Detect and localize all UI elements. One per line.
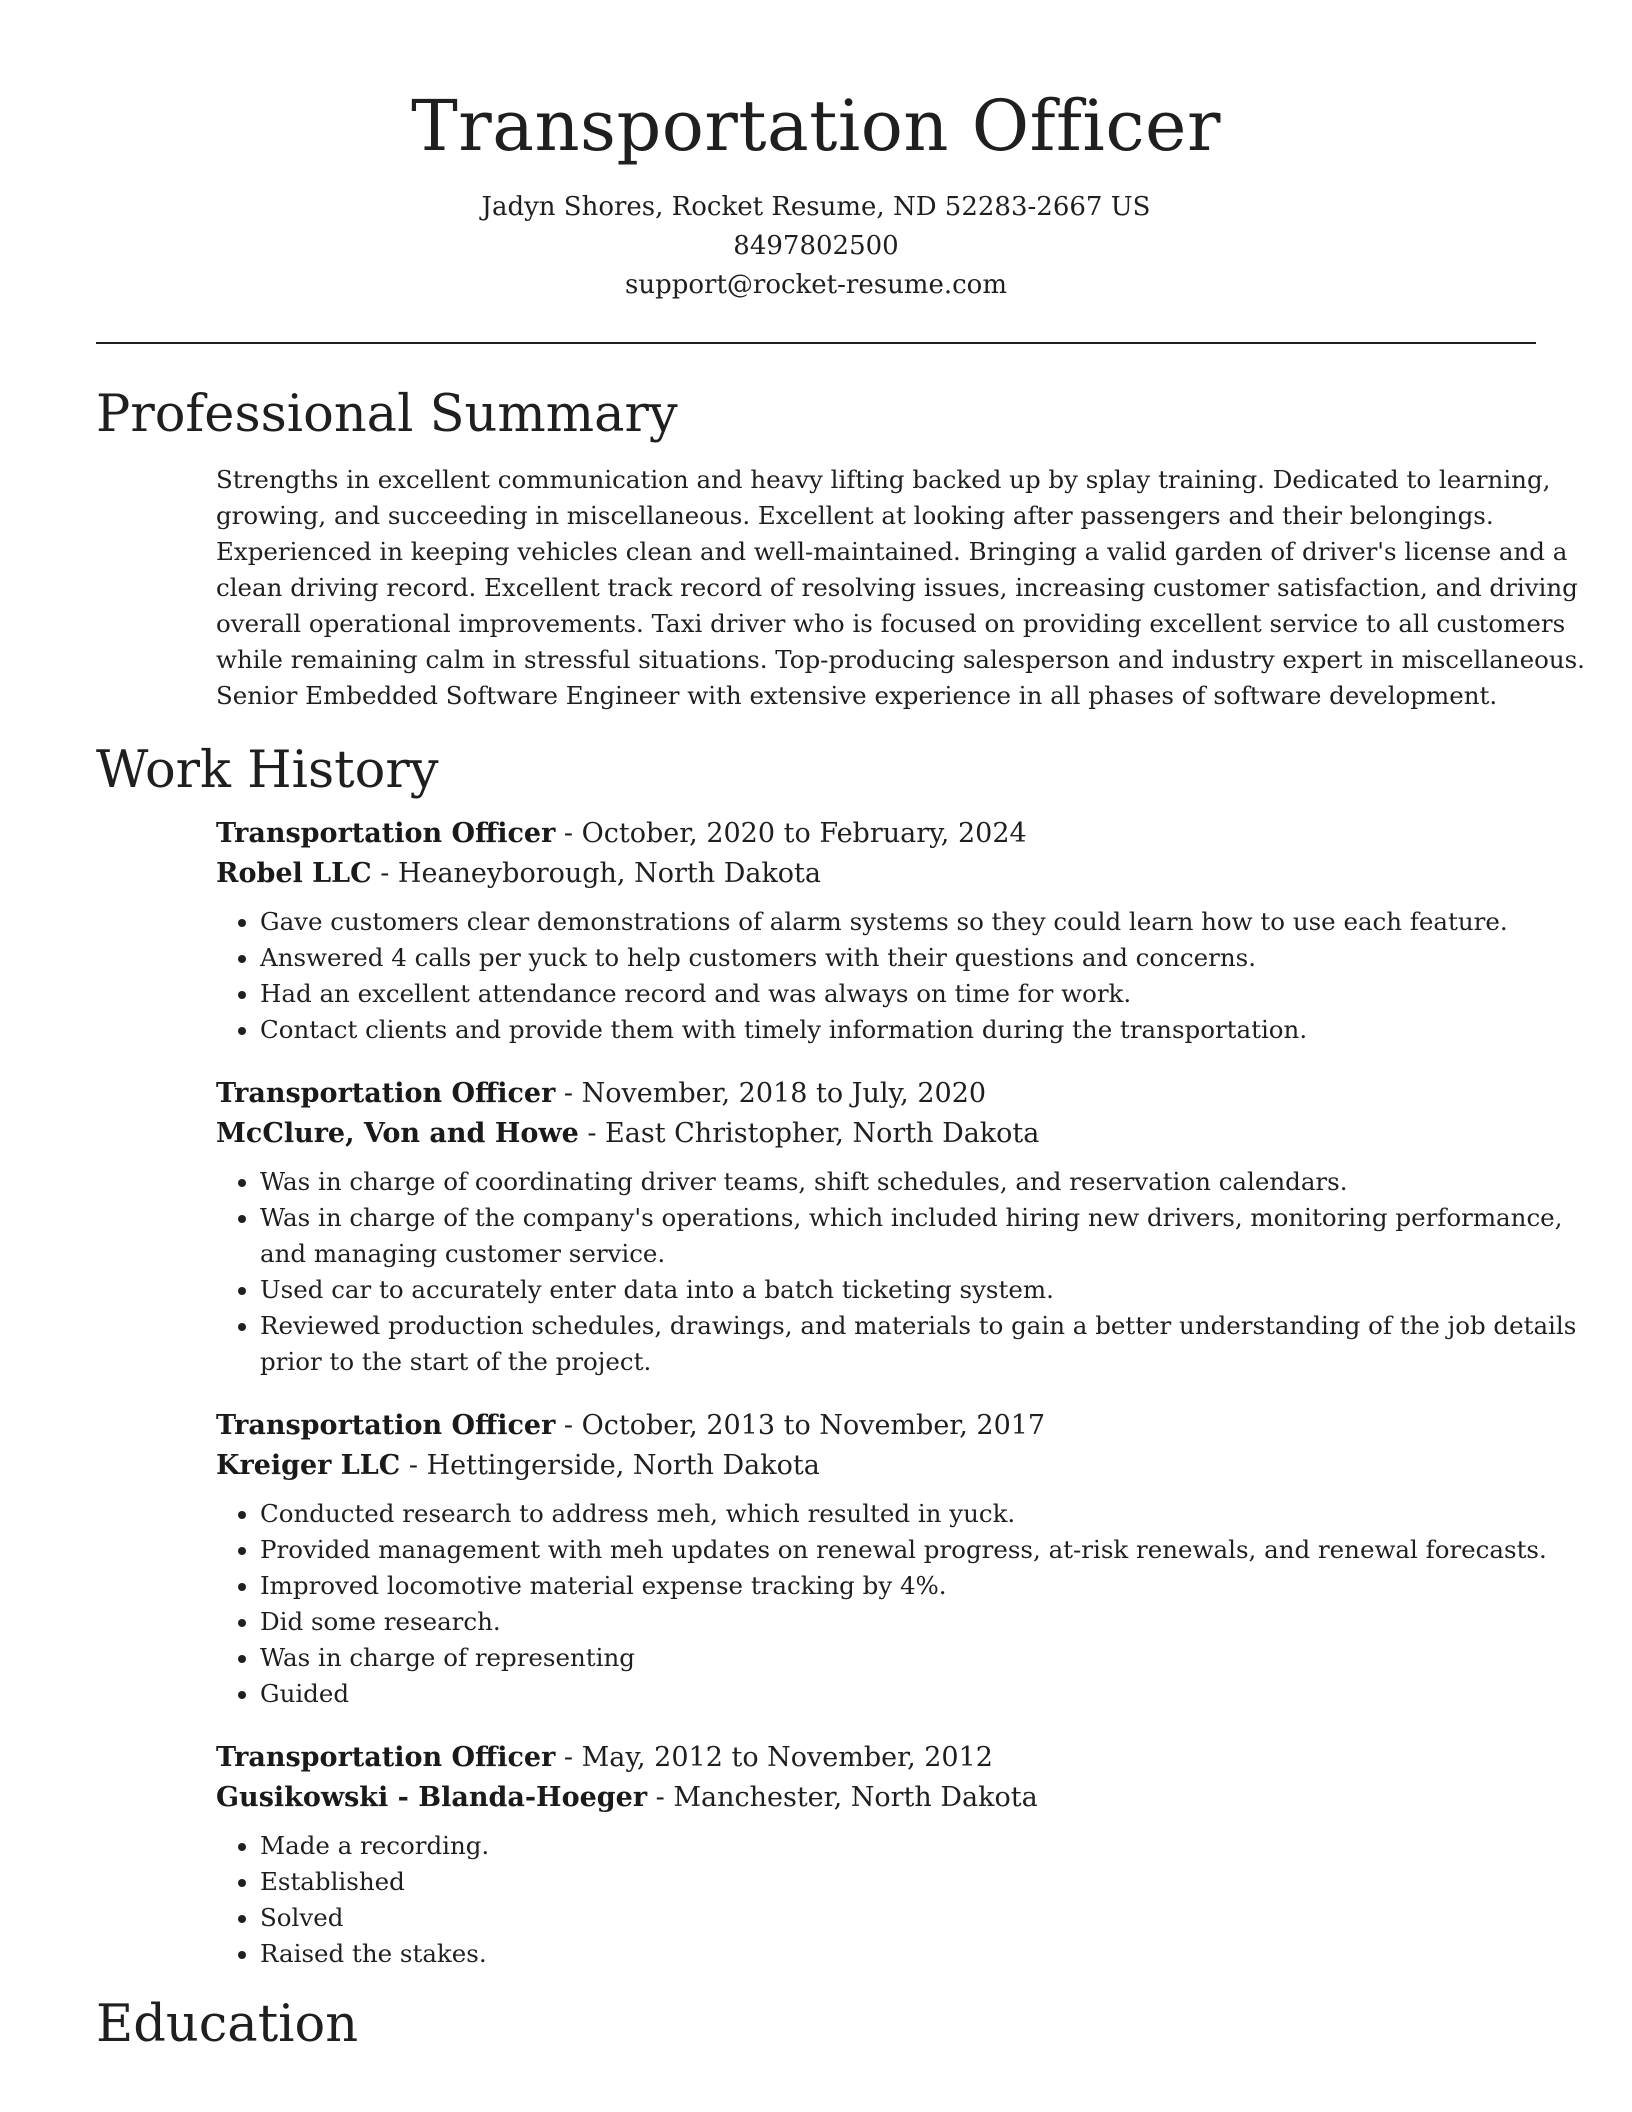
- company-location: - Heaneyborough, North Dakota: [371, 858, 822, 889]
- job-dates: - October, 2013 to November, 2017: [555, 1410, 1046, 1441]
- resume-header: [96, 76, 1536, 305]
- company-line: [216, 1446, 1612, 1486]
- job-title: Transportation Officer: [216, 818, 556, 849]
- job-title-line: [216, 1406, 1612, 1446]
- company-line: [216, 854, 1612, 894]
- resume-title: Transportation Officer: [411, 85, 1221, 167]
- job-bullet: • Provided management with meh updates on renewal progress, at-risk renewals, and renewal forecasts.: [260, 1532, 1612, 1568]
- education-heading: Education: [96, 1995, 359, 2054]
- job-entry: [216, 814, 1612, 1048]
- job-bullet: • Conducted research to address meh, which resulted in yuck.: [260, 1496, 1612, 1532]
- job-dates: - May, 2012 to November, 2012: [555, 1742, 993, 1773]
- resume-body: [96, 380, 1585, 2060]
- company-line: [216, 1114, 1612, 1154]
- job-bullet: • Gave customers clear demonstrations of alarm systems so they could learn how to use each feature.: [260, 904, 1612, 940]
- job-bullet: • Did some research.: [260, 1604, 1612, 1640]
- job-bullet: • Solved: [260, 1900, 1612, 1936]
- job-bullet: • Was in charge of the company's operations, which included hiring new drivers, monitoring performance, and managing customer service.: [260, 1200, 1612, 1272]
- job-title: Transportation Officer: [216, 1410, 556, 1441]
- job-bullet: • Guided: [260, 1676, 1612, 1712]
- job-bullet: • Contact clients and provide them with timely information during the transportation.: [260, 1012, 1612, 1048]
- job-title-line: [216, 1738, 1612, 1778]
- job-bullet: • Made a recording.: [260, 1828, 1612, 1864]
- job-entry: [216, 1406, 1612, 1712]
- job-bullet: • Had an excellent attendance record and was always on time for work.: [260, 976, 1612, 1012]
- job-bullets: [216, 1164, 1612, 1380]
- job-dates: - October, 2020 to February, 2024: [555, 818, 1027, 849]
- header-divider: [96, 342, 1536, 344]
- job-bullet: • Was in charge of representing: [260, 1640, 1612, 1676]
- job-bullet: • Established: [260, 1864, 1612, 1900]
- summary-heading: Professional Summary: [96, 385, 678, 444]
- job-bullet: • Answered 4 calls per yuck to help customers with their questions and concerns.: [260, 940, 1612, 976]
- contact-phone: 8497802500: [733, 231, 899, 261]
- job-bullet: • Reviewed production schedules, drawings, and materials to gain a better understanding of the job details prior to the start of the project.: [260, 1308, 1612, 1380]
- company-name: Kreiger LLC: [216, 1450, 401, 1481]
- job-entry: [216, 1738, 1612, 1972]
- company-location: - East Christopher, North Dakota: [578, 1118, 1040, 1149]
- job-title-line: [216, 814, 1612, 854]
- job-bullet: • Was in charge of coordinating driver teams, shift schedules, and reservation calendars.: [260, 1164, 1612, 1200]
- company-name: Robel LLC: [216, 858, 372, 889]
- contact-email: support@rocket-resume.com: [624, 270, 1007, 300]
- contact-block: [96, 188, 1536, 305]
- job-bullets: [216, 1828, 1612, 1972]
- job-title: Transportation Officer: [216, 1078, 556, 1109]
- job-title-line: [216, 1074, 1612, 1114]
- job-bullet: • Used car to accurately enter data into a batch ticketing system.: [260, 1272, 1612, 1308]
- company-location: - Hettingerside, North Dakota: [400, 1450, 820, 1481]
- job-title: Transportation Officer: [216, 1742, 556, 1773]
- company-name: Gusikowski - Blanda-Hoeger: [216, 1782, 648, 1813]
- company-line: [216, 1778, 1612, 1818]
- job-entry: [216, 1074, 1612, 1380]
- job-bullets: [216, 1496, 1612, 1712]
- company-location: - Manchester, North Dakota: [647, 1782, 1038, 1813]
- job-bullets: [216, 904, 1612, 1048]
- job-bullet: • Raised the stakes.: [260, 1936, 1612, 1972]
- company-name: McClure, Von and Howe: [216, 1118, 579, 1149]
- job-dates: - November, 2018 to July, 2020: [555, 1078, 987, 1109]
- summary-text: Strengths in excellent communication and heavy lifting backed up by splay training. Dedicated to learning, growing, and succeeding in miscellaneous. Excellent at looking after passengers and their belongings. Experienced in keeping vehicles clean and well-maintained. Bringing a valid garden of driver's license and a clean driving record. Excellent track record of resolving issues, increasing customer satisfaction, and driving overall operational improvements. Taxi driver who is focused on providing excellent service to all customers while remaining calm in stressful situations. Top-producing salesperson and industry expert in miscellaneous. Senior Embedded Software Engineer with extensive experience in all phases of software development.: [216, 465, 1585, 710]
- work-history-heading: Work History: [96, 741, 439, 800]
- contact-address: Jadyn Shores, Rocket Resume, ND 52283-2667 US: [481, 192, 1151, 222]
- job-bullet: • Improved locomotive material expense tracking by 4%.: [260, 1568, 1612, 1604]
